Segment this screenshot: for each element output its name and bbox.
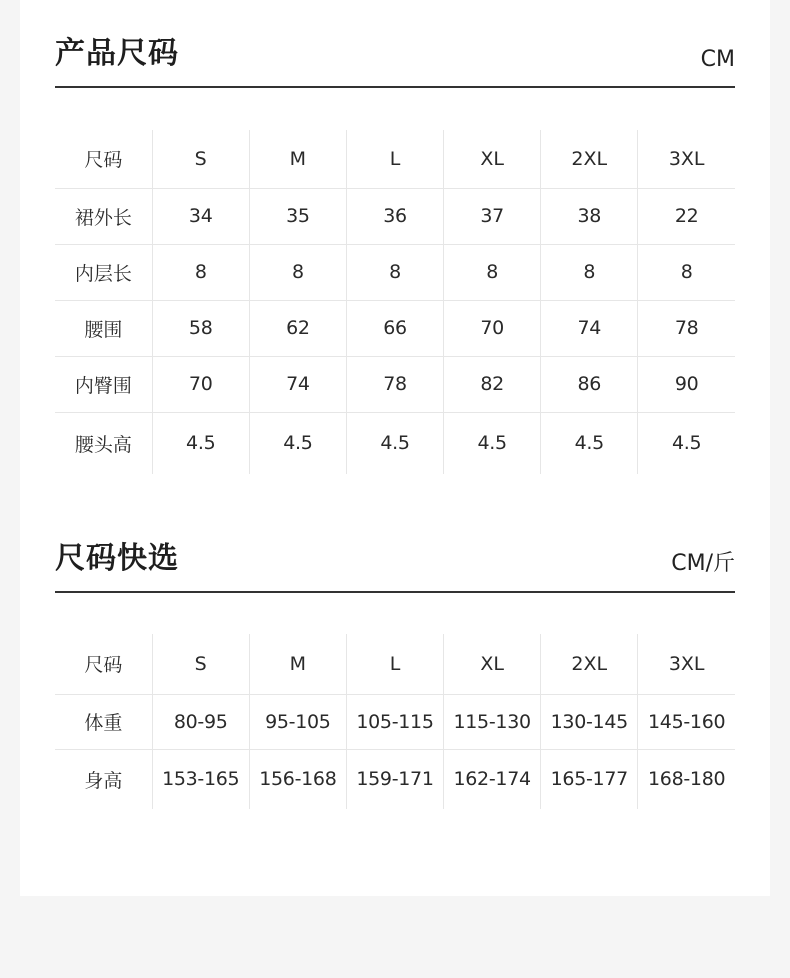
table-cell: 90 — [638, 356, 735, 412]
header-cell: 2XL — [541, 634, 638, 694]
table-cell: 70 — [444, 300, 541, 356]
header-cell: L — [346, 130, 443, 188]
table-cell: 95-105 — [249, 694, 346, 749]
table-cell: 8 — [346, 244, 443, 300]
row-label: 腰围 — [55, 300, 152, 356]
header-cell: 尺码 — [55, 130, 152, 188]
table-cell: 130-145 — [541, 694, 638, 749]
header-cell: 3XL — [638, 130, 735, 188]
table-cell: 74 — [541, 300, 638, 356]
table-cell: 105-115 — [346, 694, 443, 749]
table-cell: 8 — [541, 244, 638, 300]
header-cell: 2XL — [541, 130, 638, 188]
row-label: 身高 — [84, 769, 123, 792]
product-size-header — [55, 30, 735, 88]
table-cell: 4.5 — [444, 412, 541, 474]
table-cell: 145-160 — [638, 694, 735, 749]
header-cell: S — [152, 634, 249, 694]
table-cell: 74 — [249, 356, 346, 412]
table-cell: 36 — [346, 188, 443, 244]
table-row — [55, 694, 735, 749]
table-cell: 38 — [541, 188, 638, 244]
table-cell: 37 — [444, 188, 541, 244]
table-cell: 80-95 — [152, 694, 249, 749]
table-cell: 66 — [346, 300, 443, 356]
table-cell: 165-177 — [541, 749, 638, 809]
table-cell: 8 — [152, 244, 249, 300]
table-header-row — [55, 130, 735, 188]
table-row — [55, 244, 735, 300]
header-cell: S — [152, 130, 249, 188]
table-cell: 8 — [638, 244, 735, 300]
table-cell: 162-174 — [444, 749, 541, 809]
table-cell: 78 — [346, 356, 443, 412]
quick-pick-table — [55, 634, 735, 809]
row-label: 裙外长 — [55, 188, 152, 244]
table-cell: 82 — [444, 356, 541, 412]
table-header-row — [55, 634, 735, 694]
size-chart-card — [20, 0, 770, 896]
product-size-table — [55, 130, 735, 474]
header-cell: M — [249, 634, 346, 694]
table-cell: 4.5 — [638, 412, 735, 474]
header-cell: 3XL — [638, 634, 735, 694]
header-cell: XL — [444, 130, 541, 188]
table-row — [55, 188, 735, 244]
table-cell: 4.5 — [346, 412, 443, 474]
table-cell: 8 — [444, 244, 541, 300]
header-cell: 尺码 — [55, 634, 152, 694]
quick-pick-header — [55, 535, 735, 593]
table-cell: 168-180 — [638, 749, 735, 809]
table-cell: 34 — [152, 188, 249, 244]
table-cell: 86 — [541, 356, 638, 412]
table-cell: 70 — [152, 356, 249, 412]
table-cell: 153-165 — [152, 749, 249, 809]
table-cell: 35 — [249, 188, 346, 244]
table-row — [55, 412, 735, 474]
table-cell: 8 — [249, 244, 346, 300]
table-cell: 58 — [152, 300, 249, 356]
table-cell: 4.5 — [152, 412, 249, 474]
table-cell: 4.5 — [249, 412, 346, 474]
table-cell: 156-168 — [249, 749, 346, 809]
quick-pick-unit: CM/斤 — [671, 551, 735, 576]
table-cell: 78 — [638, 300, 735, 356]
table-cell: 115-130 — [444, 694, 541, 749]
table-row — [55, 749, 735, 809]
product-size-title: 产品尺码 — [55, 36, 179, 71]
product-size-unit: CM — [700, 47, 735, 72]
table-cell: 62 — [249, 300, 346, 356]
table-cell: 159-171 — [346, 749, 443, 809]
row-label: 内臀围 — [55, 356, 152, 412]
table-cell: 4.5 — [541, 412, 638, 474]
row-label: 腰头高 — [74, 433, 132, 456]
row-label: 内层长 — [55, 244, 152, 300]
table-cell: 22 — [638, 188, 735, 244]
header-cell: L — [346, 634, 443, 694]
row-label: 体重 — [55, 694, 152, 749]
table-row — [55, 300, 735, 356]
quick-pick-title: 尺码快选 — [55, 541, 179, 576]
header-cell: M — [249, 130, 346, 188]
header-cell: XL — [444, 634, 541, 694]
table-row — [55, 356, 735, 412]
